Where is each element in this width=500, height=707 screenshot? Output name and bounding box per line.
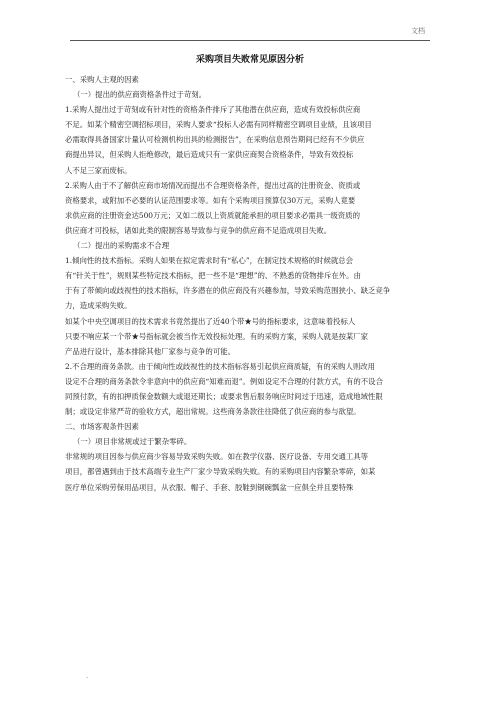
paragraph-line: 于有了带倾向或歧视性的技术指标，许多潜在的供应商没有兴趣参加，导致采购范围狭小、缺乏竞争 [65, 286, 391, 296]
paragraph-line: 供应商才可投标，诸如此类的限制容易导致参与竞争的供应商不足造成项目失败。 [65, 225, 332, 235]
header-label: 文档 [411, 27, 425, 35]
paragraph-line: 有“针关于性”，规则某些特定技术指标，把一些不是“理想”的、不熟悉的货物排斥在外。由 [65, 271, 361, 281]
paragraph-line: 求供应商的注册资金达500万元；又如二级以上资质就能承担的项目要求必需具一级资质的 [65, 210, 360, 220]
footer-mark: . [86, 672, 89, 680]
paragraph-line: 资格要求，或附加不必要的认证范围要求等。如有个采购项目预算仅30万元，采购人竟要 [65, 195, 356, 205]
paragraph-line: 1.采购人提出过于苛刻或有针对性的资格条件排斥了其他潜在供应商，造成有效投标供应商 [65, 105, 361, 115]
paragraph-line: 制；或设定非常严苛的验收方式，超出常规。这些商务条款往往降低了供应商的参与欲望。 [65, 407, 361, 417]
paragraph-line: 人不足三家而废标。 [65, 165, 132, 175]
paragraph-line: 医疗单位采购劳保用品项目，从衣服、帽子、手套、胶鞋到铜碗瓢盆一应俱全并且要特殊 [65, 482, 354, 492]
paragraph-line: 产品进行设计，基本排除其他厂家参与竞争的可能。 [65, 346, 235, 356]
subheading-2-1: （一）项目非常规或过于繁杂零碎。 [73, 437, 192, 447]
paragraph-line: 商提出异议，但采购人拒绝修改，最后造成只有一家供应商契合资格条件，导致有效投标 [65, 150, 354, 160]
paragraph-line: 力，造成采购失败。 [65, 301, 132, 311]
subheading-1-2: （二）提出的采购需求不合理 [73, 241, 170, 251]
paragraph-line: 2.采购人由于不了解供应商市场情况而提出不合理资格条件，提出过高的注册资金、资质或 [65, 180, 361, 190]
paragraph-line: 不足。如某个精密空调招标项目，采购人要求“投标人必需有同样精密空调项目业绩，且该项目 [65, 120, 372, 130]
paragraph-line: 项目，都曾遇到由于技术高端专业生产厂家少导致采购失败。有的采购项目内容繁杂零碎，如某 [65, 467, 376, 477]
subheading-1-1: （一）提出的供应商资格条件过于苛刻。 [73, 90, 207, 100]
paragraph-line: 同预付款，有的扣押质保金数额大或退还期长；或要求售后服务响应时间过于迅速，造成地域性限 [65, 391, 383, 401]
paragraph-line: 2.不合理的商务条款。由于倾向性或歧视性的技术指标容易引起供应商质疑，有的采购人则改用 [65, 361, 376, 371]
paragraph-line: 只要不响应某一个带★号指标就会被当作无效投标处理。有的采购方案，采购人就是按某厂家 [65, 331, 369, 341]
heading-section-1: 一、采购人主观的因素 [65, 75, 139, 84]
paragraph-line: 非常规的项目因参与供应商少容易导致采购失败。如在教学仪器、医疗设备、专用交通工具等 [65, 452, 369, 462]
header-rule [70, 40, 430, 41]
heading-section-2: 二、市场客观条件因素 [65, 422, 139, 432]
paragraph-line: 必需取得具备国家计量认可检测机构出具的检测报告”，在采购信息预告期间已经有不少供应 [65, 135, 365, 145]
paragraph-line: 设定不合理的商务条款令非意向中的供应商“知难而退”。例如设定不合理的付款方式，有的不设合 [65, 376, 383, 386]
paragraph-line: 如某个中央空调项目的技术需求书竟然提出了近40个带★号的指标要求，这意味着投标人 [65, 316, 356, 326]
document-body [65, 72, 437, 495]
document-title: 采购项目失败常见原因分析 [195, 55, 304, 65]
paragraph-line: 1.倾向性的技术指标。采购人如果在拟定需求时有“私心”，在制定技术规格的时候就总会 [65, 256, 354, 266]
